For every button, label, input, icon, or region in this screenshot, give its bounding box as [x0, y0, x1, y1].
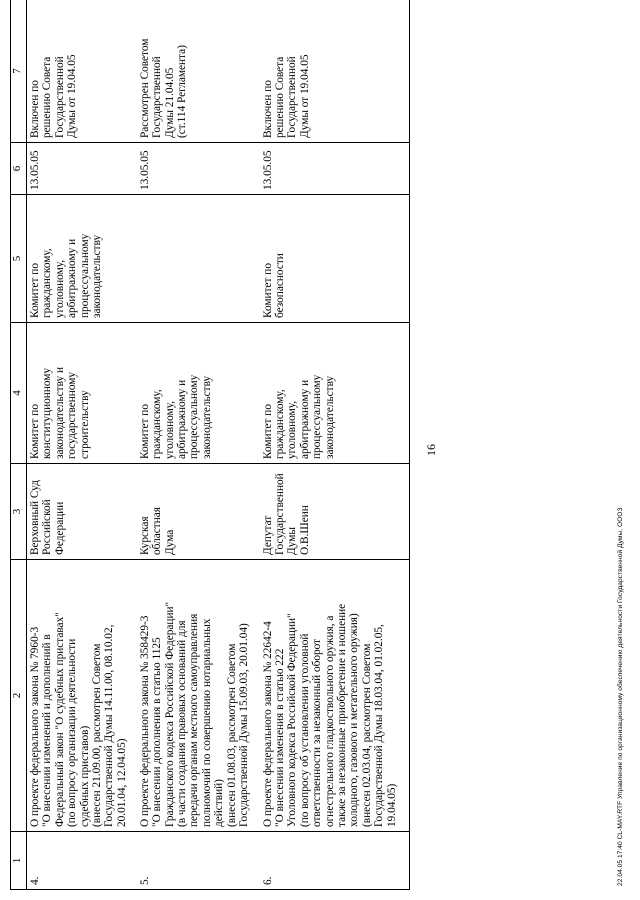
bill-title-line: О проекте федерального закона № 22642-4	[261, 621, 274, 827]
responsible-committee-line: Комитет по	[28, 403, 41, 459]
responsible-committee-line: гражданскому,	[274, 389, 287, 459]
bill-title-line: "О внесении дополнения в статью 1125	[151, 637, 164, 827]
bill-title-line: (в части создания правовых оснований для	[175, 620, 188, 827]
initiator-line: Российской	[41, 499, 54, 555]
bill-title-line: Государственной Думы 15.09.03, 20.01.04)	[237, 623, 250, 827]
bill-title-line: О проекте федерального закона № 7960-3	[28, 626, 41, 827]
note-line: Думы 21.04.05	[163, 67, 176, 138]
bill-title-line: 20.01.04, 12.04.05)	[115, 738, 128, 827]
table-row	[137, 0, 260, 890]
bill-title-line: передачи органам местного самоуправления	[188, 613, 201, 827]
bill-title-line: Государственной Думы 18.03.04, 01.02.05,	[373, 624, 386, 827]
bill-title-cell	[260, 560, 410, 832]
bill-title-line: (внесен 21.09.00, рассмотрен Советом	[90, 643, 103, 827]
row-number-cell: 5.	[137, 832, 260, 890]
bill-title-line: 19.04.05)	[385, 783, 398, 827]
co-committee-line: арбитражному и	[66, 238, 79, 318]
note-cell	[260, 0, 410, 143]
column-header: 5	[11, 195, 27, 323]
note-line: Государственной	[286, 56, 299, 138]
co-committee-cell	[137, 195, 260, 323]
responsible-committee-cell	[137, 323, 260, 464]
bill-title-line: Федеральный закон "О судебных приставах"	[53, 612, 66, 827]
responsible-committee-line: уголовному,	[163, 400, 176, 459]
initiator-cell	[137, 464, 260, 560]
bill-title-line: (внесен 01.08.03, рассмотрен Советом	[225, 643, 238, 827]
note-line: (ст.114 Регламента)	[175, 45, 188, 138]
note-line: Думы от 19.04.05	[298, 54, 311, 138]
bill-title-line: полномочий по совершению нотариальных	[200, 618, 213, 827]
bill-title-line: (по вопросу об установлении уголовной	[298, 633, 311, 827]
bill-title-line: также за незаконные приобретение и ношение	[336, 603, 349, 827]
note-line: Государственной	[53, 56, 66, 138]
responsible-committee-line: законодательству	[323, 375, 336, 459]
bill-title-line: огнестрельного гладкоствольного оружия, а	[323, 615, 336, 827]
responsible-committee-line: законодательству и	[53, 366, 66, 459]
initiator-line: Дума	[163, 529, 176, 555]
column-header: 6	[11, 143, 27, 195]
responsible-committee-cell	[26, 323, 136, 464]
co-committee-line: Комитет по	[261, 262, 274, 318]
bill-title-line: Уголовного кодекса Российской Федерации"	[286, 613, 299, 827]
responsible-committee-line: арбитражному и	[175, 379, 188, 459]
column-header: 7	[11, 0, 27, 143]
co-committee-cell	[260, 195, 410, 323]
review-date-cell: 13.05.05	[26, 143, 136, 195]
bill-title-line: (по вопросу организации деятельности	[66, 638, 79, 827]
note-line: Включен по	[28, 80, 41, 138]
page-number: 16	[424, 444, 438, 456]
note-line: решению Совета	[41, 56, 54, 138]
bill-title-line: (внесен 02.03.04, рассмотрен Советом	[360, 643, 373, 827]
co-committee-cell	[26, 195, 136, 323]
responsible-committee-line: конституционному	[41, 367, 54, 459]
note-line: Государственной	[151, 56, 164, 138]
co-committee-line: гражданскому,	[41, 248, 54, 318]
bill-title-line: Гражданского кодекса Российской Федерации"	[163, 601, 176, 827]
co-committee-line: процессуальному	[78, 233, 91, 318]
initiator-cell	[260, 464, 410, 560]
bill-title-line: "О внесении изменения в статью 222	[274, 648, 287, 827]
bill-title-line: ответственности за незаконный оборот	[311, 638, 324, 827]
bill-title-line: действий)	[213, 779, 226, 827]
row-number-cell: 6.	[260, 832, 410, 890]
initiator-line: Верховный Суд	[28, 480, 41, 555]
responsible-committee-line: процессуальному	[311, 374, 324, 459]
bill-title-line: холодного, газового и метательного оружия)	[348, 613, 361, 827]
review-date-cell: 13.05.05	[137, 143, 260, 195]
agenda-table	[10, 0, 410, 890]
column-header: 3	[11, 464, 27, 560]
initiator-line: Депутат	[261, 515, 274, 555]
bill-title-line: Государственной Думы 14.11.00, 08.10.02,	[103, 624, 116, 827]
row-number-cell: 4.	[26, 832, 136, 890]
co-committee-line: Комитет по	[28, 262, 41, 318]
bill-title-line: судебных приставов)	[78, 725, 91, 827]
review-date-cell: 13.05.05	[260, 143, 410, 195]
column-header: 2	[11, 560, 27, 832]
bill-title-cell	[26, 560, 136, 832]
column-header: 1	[11, 832, 27, 890]
responsible-committee-line: законодательству	[200, 375, 213, 459]
table-row	[26, 0, 136, 890]
note-line: Включен по	[261, 80, 274, 138]
bill-title-line: О проекте федерального закона № 358429-3	[138, 615, 151, 827]
responsible-committee-line: строительству	[78, 390, 91, 459]
initiator-line: Курская областная	[138, 507, 164, 555]
bill-title-line: "О внесении изменений и дополнений в	[41, 634, 54, 827]
initiator-line: Федерации	[53, 501, 66, 555]
initiator-cell	[26, 464, 136, 560]
co-committee-line: уголовному,	[53, 259, 66, 318]
responsible-committee-line: процессуальному	[188, 374, 201, 459]
table-row	[260, 0, 410, 890]
bill-title-cell	[137, 560, 260, 832]
co-committee-line: безопасности	[274, 253, 287, 318]
responsible-committee-line: Комитет по	[261, 403, 274, 459]
footer-text: 22.04.05 17:40 CL-MAY.RTF Управление по организационному обеспечению деятельности Государственной Думы, ОООЗ	[617, 507, 624, 886]
co-committee-line: законодательству	[90, 234, 103, 318]
responsible-committee-line: Комитет по	[138, 403, 151, 459]
responsible-committee-cell	[260, 323, 410, 464]
note-line: решению Совета	[274, 56, 287, 138]
note-cell	[26, 0, 136, 143]
note-line: Рассмотрен Советом	[138, 38, 151, 138]
responsible-committee-line: уголовному,	[286, 400, 299, 459]
responsible-committee-line: арбитражному и	[298, 379, 311, 459]
initiator-line: Думы	[286, 527, 299, 555]
note-line: Думы от 19.04.05	[66, 54, 79, 138]
note-cell	[137, 0, 260, 143]
column-header: 4	[11, 323, 27, 464]
initiator-line: Государственной	[274, 473, 287, 555]
header-row	[11, 0, 27, 890]
responsible-committee-line: гражданскому,	[151, 389, 164, 459]
responsible-committee-line: государственному	[66, 371, 79, 459]
initiator-line: О.В.Шеин	[298, 505, 311, 555]
